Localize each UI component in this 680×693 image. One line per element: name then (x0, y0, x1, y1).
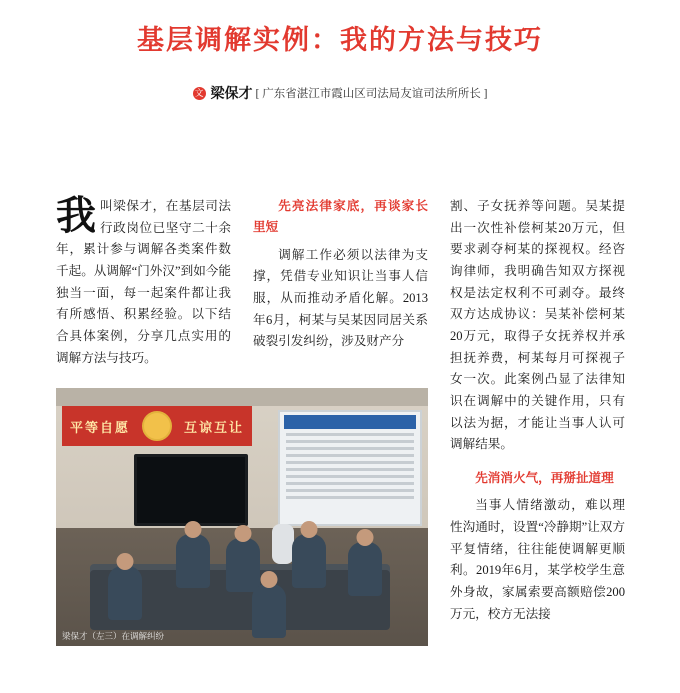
byline-affiliation: [ 广东省湛江市霞山区司法局友谊司法所所长 ] (255, 88, 488, 100)
byline (0, 83, 680, 103)
board-line (286, 447, 414, 450)
photo-ceiling (56, 388, 428, 406)
person-head (357, 529, 374, 546)
electric-fan (272, 524, 294, 564)
photo-banner (62, 406, 252, 446)
section-subheading: 先消消火气，再掰扯道理 (475, 470, 614, 485)
paragraph: 割、子女抚养等问题。吴某提出一次性补偿柯某20万元，但要求剥夺柯某的探视权。经咨询律师，我明确告知双方探视权是法定权利不可剥夺。最终双方达成协议：吴某补偿柯某20万元，取得子女抚养权并承担抚养费，柯某每月可探视子女一次。此案例凸显了法律知识在调解中的关键作用，只有以法为据，才能让当事人认可调解结果。 (450, 199, 625, 452)
board-line (286, 475, 414, 478)
info-board (278, 410, 422, 526)
paragraph-text: 叫梁保才，在基层司法行政岗位已坚守二十余年，累计参与调解各类案件数千起。从调解“门外汉”到如今能独当一面，每一起案件都让我有所感悟、积累经验。以下结合具体案例，分享几点实用的调解方法与技巧。 (56, 199, 231, 365)
board-line (286, 433, 414, 436)
paragraph: 当事人情绪激动，难以理性沟通时，设置“冷静期”让双方平复情绪，往往能使调解更顺利。2019年6月，某学校学生意外身故，家属索要高额赔偿200万元，校方无法接 (450, 498, 625, 621)
paragraph (56, 193, 231, 369)
board-line (286, 489, 414, 492)
article-photo (56, 388, 428, 646)
byline-author: 梁保才 (210, 87, 253, 102)
person (348, 542, 382, 596)
article-page (0, 18, 680, 693)
person (226, 538, 260, 592)
board-line (286, 468, 414, 471)
person-head (235, 525, 252, 542)
person-head (301, 521, 318, 538)
board-line (286, 482, 414, 485)
photo-caption: 梁保才（左三）在调解纠纷 (62, 631, 165, 641)
person-head (261, 571, 278, 588)
person (252, 584, 286, 638)
paragraph: 调解工作必须以法律为支撑，凭借专业知识让当事人信服，从而推动矛盾化解。2013年6月，柯某与吴某因同居关系破裂引发纠纷，涉及财产分 (253, 247, 428, 349)
person (292, 534, 326, 588)
banner-text-right: 互谅互让 (183, 419, 244, 435)
section-subheading: 先亮法律家底，再谈家长里短 (253, 199, 428, 235)
emblem-icon (142, 411, 172, 441)
board-line (286, 496, 414, 499)
drop-cap: 我 (56, 193, 96, 238)
board-line (286, 461, 414, 464)
board-line (286, 440, 414, 443)
wall-tv (134, 454, 248, 526)
person (108, 566, 142, 620)
person-head (185, 521, 202, 538)
column-3 (450, 196, 625, 631)
person (176, 534, 210, 588)
banner-text-left: 平等自愿 (70, 419, 131, 435)
board-line (286, 454, 414, 457)
board-title (284, 415, 416, 429)
person-head (117, 553, 134, 570)
page-title: 基层调解实例：我的方法与技巧 (137, 25, 543, 55)
byline-marker-icon: 文 (194, 87, 204, 98)
